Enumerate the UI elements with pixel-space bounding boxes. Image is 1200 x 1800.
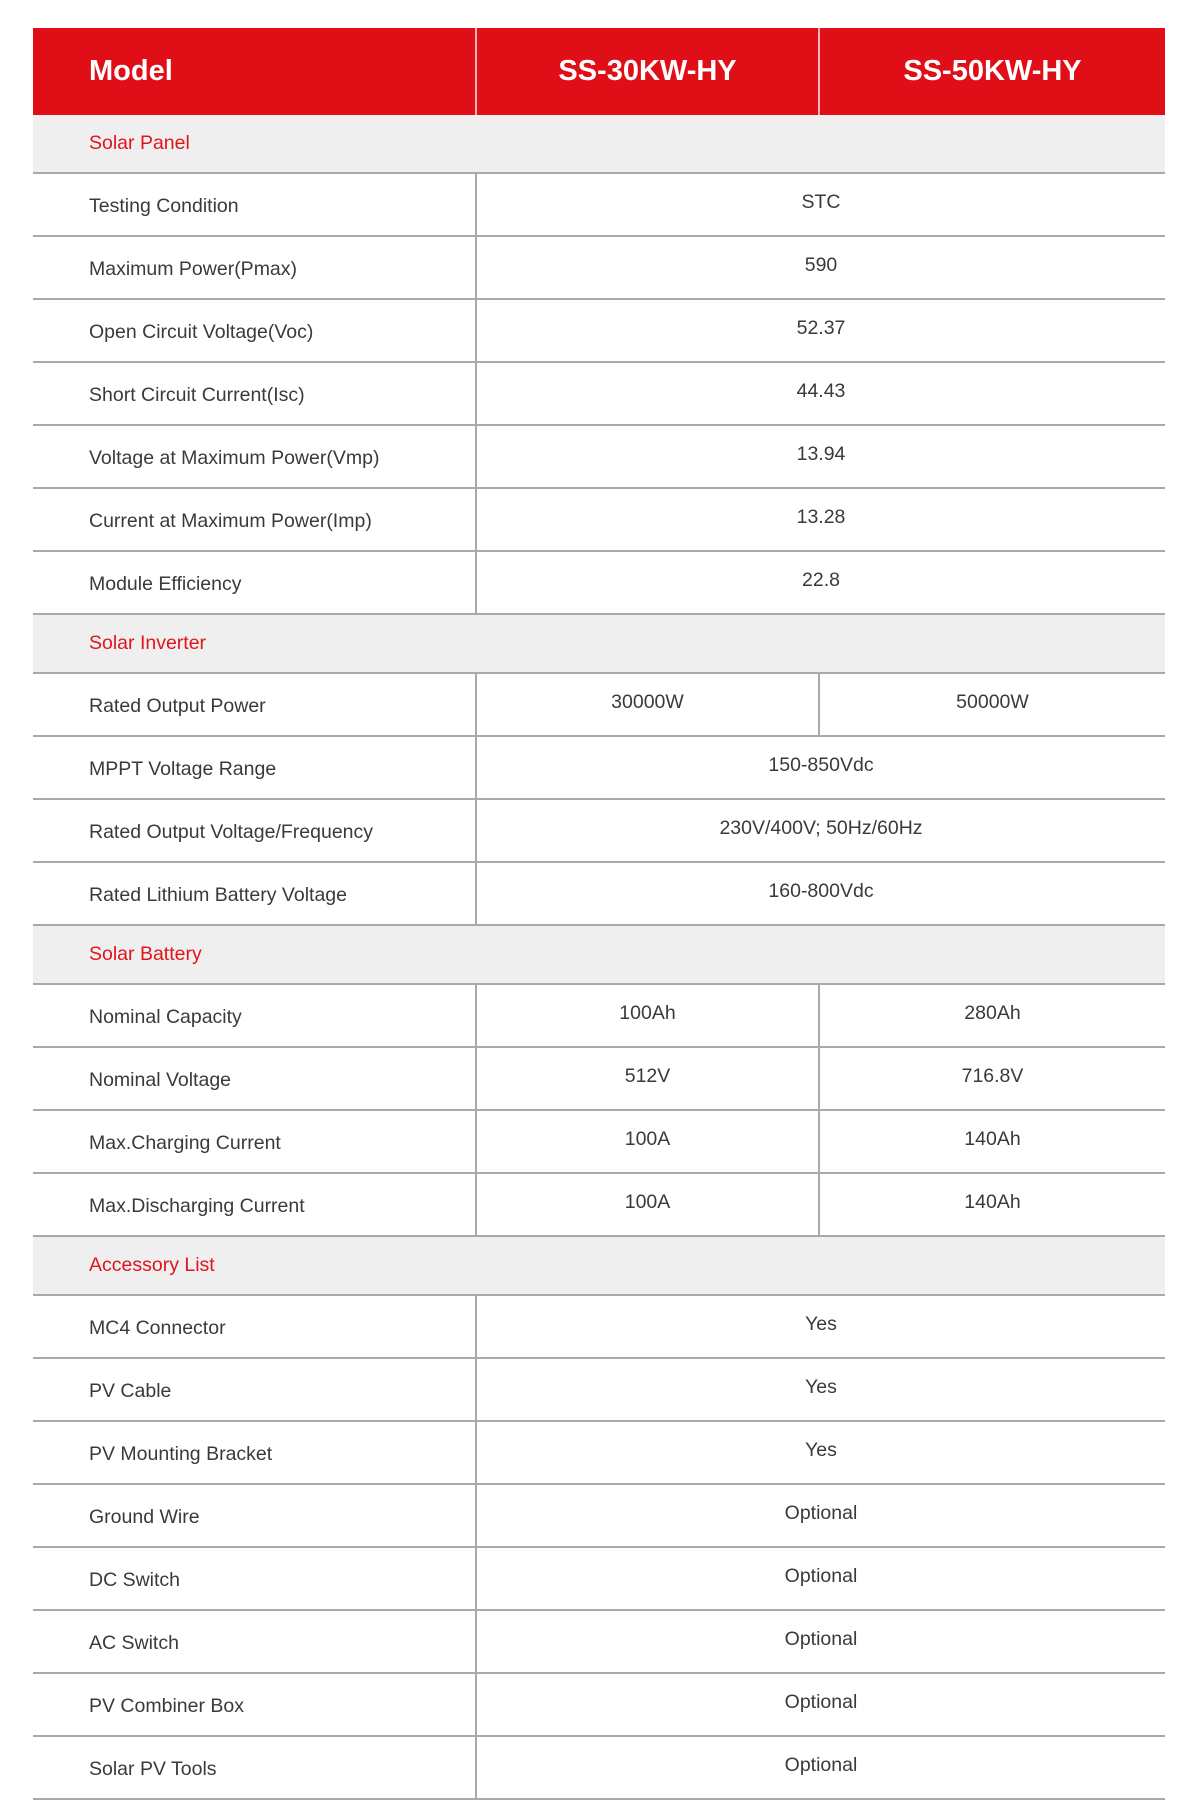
spec-value-shared: Optional (476, 1547, 1165, 1610)
spec-row (33, 173, 1165, 236)
spec-row (33, 1736, 1165, 1799)
spec-label: PV Combiner Box (33, 1673, 476, 1736)
spec-label: Ground Wire (33, 1484, 476, 1547)
spec-row (33, 673, 1165, 736)
spec-value-shared: 13.28 (476, 488, 1165, 551)
section-row (33, 614, 1165, 673)
spec-value-ss-30kw-hy: 100A (476, 1110, 819, 1173)
spec-value-ss-30kw-hy: 100A (476, 1173, 819, 1236)
spec-row (33, 1173, 1165, 1236)
spec-label: AC Switch (33, 1610, 476, 1673)
spec-value-shared: Optional (476, 1484, 1165, 1547)
spec-value-shared: 44.43 (476, 362, 1165, 425)
spec-value-shared: 52.37 (476, 299, 1165, 362)
section-title: Solar Panel (33, 115, 1165, 173)
spec-row (33, 1110, 1165, 1173)
spec-value-shared: Yes (476, 1421, 1165, 1484)
spec-row (33, 1547, 1165, 1610)
model-header-cell: Model (33, 28, 476, 115)
spec-value-shared: Optional (476, 1736, 1165, 1799)
section-row (33, 1236, 1165, 1295)
model-ss-30kw-hy-header: SS-30KW-HY (476, 28, 819, 115)
spec-label: Current at Maximum Power(Imp) (33, 488, 476, 551)
spec-value-shared: Yes (476, 1295, 1165, 1358)
section-title: Accessory List (33, 1236, 1165, 1295)
spec-row (33, 984, 1165, 1047)
spec-label: PV Cable (33, 1358, 476, 1421)
spec-label: Max.Charging Current (33, 1110, 476, 1173)
table-body (33, 115, 1165, 1799)
spec-label: Solar PV Tools (33, 1736, 476, 1799)
spec-value-ss-30kw-hy: 100Ah (476, 984, 819, 1047)
spec-row (33, 1484, 1165, 1547)
spec-table (33, 28, 1165, 1800)
spec-row (33, 1673, 1165, 1736)
spec-value-ss-50kw-hy: 716.8V (819, 1047, 1165, 1110)
table-header (33, 28, 1165, 115)
spec-label: Maximum Power(Pmax) (33, 236, 476, 299)
spec-label: PV Mounting Bracket (33, 1421, 476, 1484)
section-title: Solar Battery (33, 925, 1165, 984)
spec-label: Module Efficiency (33, 551, 476, 614)
section-title: Solar Inverter (33, 614, 1165, 673)
section-row (33, 925, 1165, 984)
spec-label: Short Circuit Current(Isc) (33, 362, 476, 425)
spec-value-shared: 13.94 (476, 425, 1165, 488)
spec-value-shared: STC (476, 173, 1165, 236)
spec-value-shared: Optional (476, 1610, 1165, 1673)
spec-label: Rated Lithium Battery Voltage (33, 862, 476, 925)
spec-row (33, 362, 1165, 425)
spec-value-shared: 160-800Vdc (476, 862, 1165, 925)
spec-row (33, 1421, 1165, 1484)
spec-label: MC4 Connector (33, 1295, 476, 1358)
spec-row (33, 236, 1165, 299)
spec-row (33, 799, 1165, 862)
header-row (33, 28, 1165, 115)
spec-value-shared: Optional (476, 1673, 1165, 1736)
spec-value-shared: 590 (476, 236, 1165, 299)
spec-value-shared: 150-850Vdc (476, 736, 1165, 799)
spec-value-ss-30kw-hy: 30000W (476, 673, 819, 736)
spec-label: DC Switch (33, 1547, 476, 1610)
spec-label: Testing Condition (33, 173, 476, 236)
section-row (33, 115, 1165, 173)
spec-label: Nominal Capacity (33, 984, 476, 1047)
spec-value-ss-50kw-hy: 50000W (819, 673, 1165, 736)
spec-row (33, 299, 1165, 362)
spec-label: Rated Output Power (33, 673, 476, 736)
spec-value-ss-50kw-hy: 280Ah (819, 984, 1165, 1047)
spec-row (33, 1610, 1165, 1673)
spec-row (33, 1358, 1165, 1421)
spec-row (33, 1295, 1165, 1358)
spec-value-shared: Yes (476, 1358, 1165, 1421)
spec-row (33, 425, 1165, 488)
spec-value-ss-50kw-hy: 140Ah (819, 1173, 1165, 1236)
spec-row (33, 736, 1165, 799)
spec-value-shared: 230V/400V; 50Hz/60Hz (476, 799, 1165, 862)
spec-row (33, 488, 1165, 551)
spec-label: MPPT Voltage Range (33, 736, 476, 799)
spec-value-shared: 22.8 (476, 551, 1165, 614)
spec-label: Open Circuit Voltage(Voc) (33, 299, 476, 362)
spec-label: Max.Discharging Current (33, 1173, 476, 1236)
spec-row (33, 551, 1165, 614)
spec-label: Nominal Voltage (33, 1047, 476, 1110)
model-ss-50kw-hy-header: SS-50KW-HY (819, 28, 1165, 115)
spec-row (33, 1047, 1165, 1110)
spec-value-ss-30kw-hy: 512V (476, 1047, 819, 1110)
spec-label: Rated Output Voltage/Frequency (33, 799, 476, 862)
spec-label: Voltage at Maximum Power(Vmp) (33, 425, 476, 488)
spec-value-ss-50kw-hy: 140Ah (819, 1110, 1165, 1173)
spec-row (33, 862, 1165, 925)
